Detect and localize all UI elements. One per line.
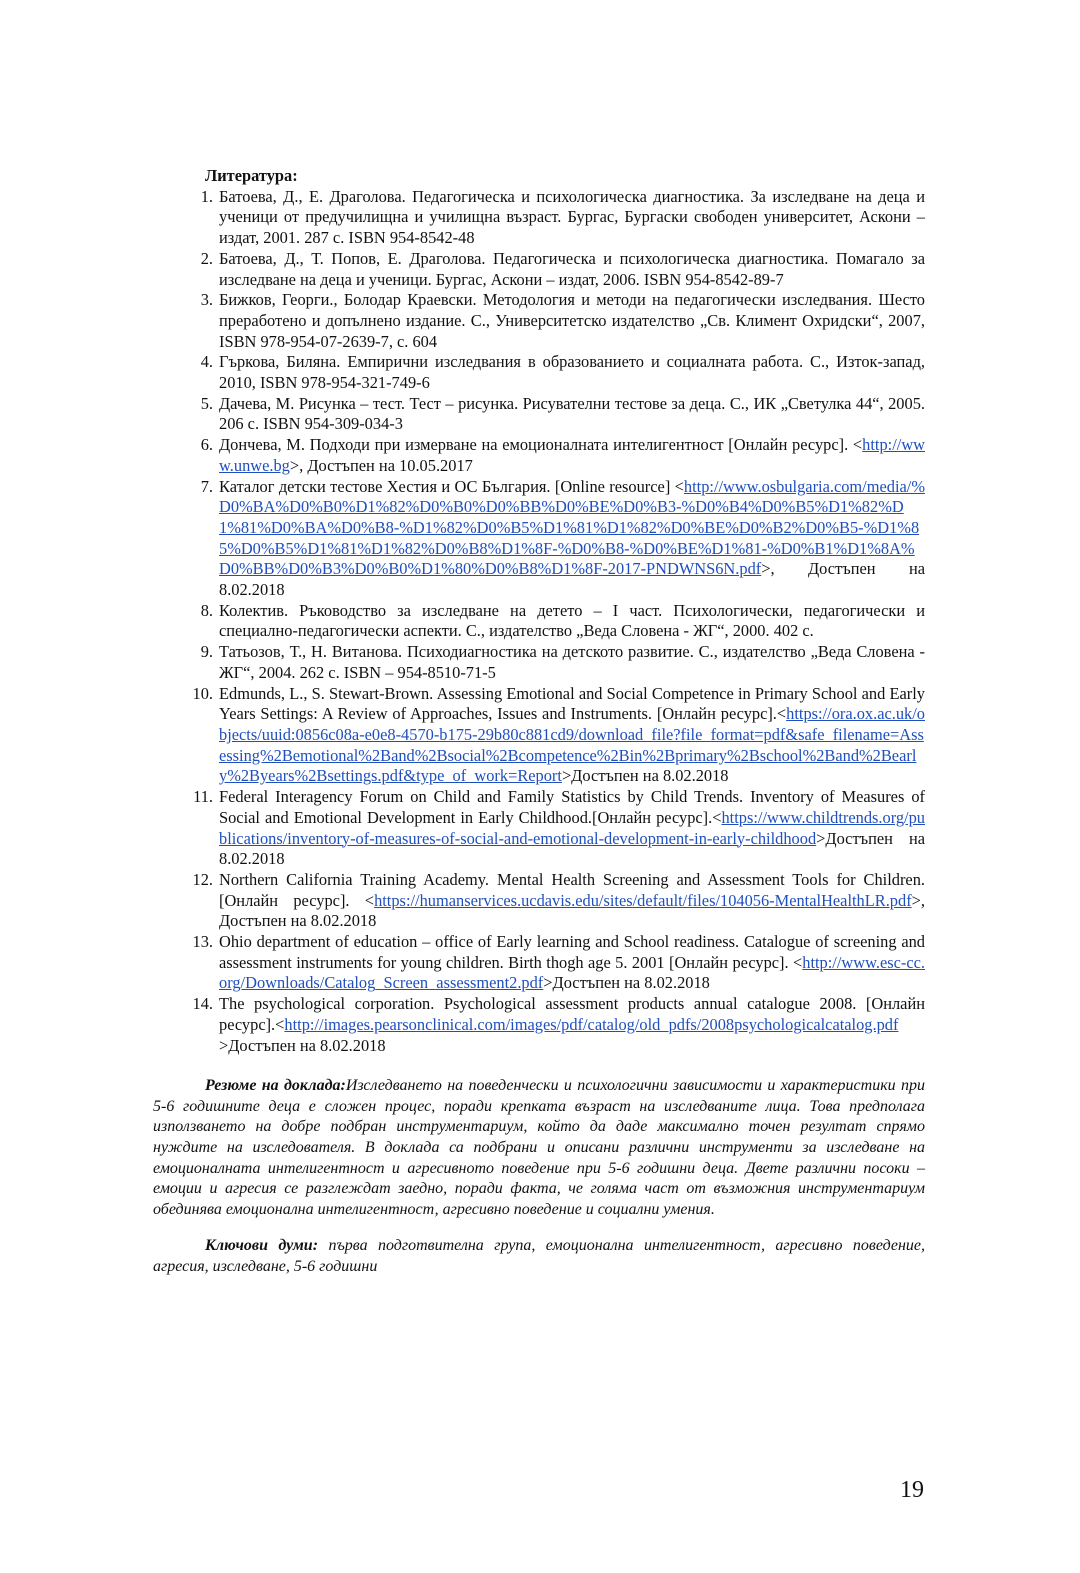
reference-text: Northern California Training Academy. Mental Health Screening and Assessment Tools for Children. [Онлайн ресурс]. < <box>219 869 925 910</box>
reference-link[interactable]: http://www.esc-cc.org/Downloads/Catalog_Screen_assessment2.pdf <box>219 952 925 993</box>
reference-number: 9. <box>200 642 213 662</box>
reference-text: Бижков, Георги., Болодар Краевски. Методология и методи на педагогически изследвания. Шесто преработено и допълнено издание. С., Университетско издателство „Св. Климент Охридски“, 2007, ISBN 978-954-07-2639-7, с. 604 <box>219 290 925 351</box>
reference-item <box>153 290 925 352</box>
reference-text: Гъркова, Биляна. Емпирични изследвания в образованието и социалната работа. С., Изток-запад, 2010, ISBN 978-954-321-749-6 <box>219 352 925 393</box>
page-number: 19 <box>900 1477 924 1503</box>
reference-link[interactable]: https://humanservices.ucdavis.edu/sites/default/files/104056-MentalHealthLR.pdf <box>374 890 912 910</box>
reference-text: Дачева, М. Рисунка – тест. Тест – рисунка. Рисувателни тестове за деца. С., ИК „Светулка 44“, 2005. 206 с. ISBN 954-309-034-3 <box>219 393 925 434</box>
reference-item <box>153 642 925 683</box>
reference-link[interactable]: http://images.pearsonclinical.com/images/pdf/catalog/old_pdfs/2008psychologicalcatalog.pdf <box>284 1014 899 1034</box>
reference-number: 3. <box>200 290 213 310</box>
keywords-text: първа подготвителна група, емоционална интелигентност, агресивно поведение, агресия, изследване, 5-6 годишни <box>153 1237 925 1275</box>
reference-link[interactable]: http://www.osbulgaria.com/media/%D0%BA%D0%B0%D1%82%D0%B0%D0%BB%D0%BE%D0%B3-%D0%B4%D0%B5%D1%82%D1%81%D0%BA%D0%B8-%D1%82%D0%B5%D1%81%D1%82%D0%BE%D0%B2%D0%B5-%D1%85%D0%B5%D1%81%D1%82%D0%B8%D1%8F-%D0%B8-%D0%BE%D1%81-%D0%B1%D1%8A%D0%BB%D0%B3%D0%B0%D1%80%D0%B8%D1%8F-2017-PNDWNS6N.pdf <box>219 476 925 579</box>
summary-label: Резюме на доклада: <box>205 1077 346 1095</box>
reference-number: 14. <box>192 994 213 1014</box>
reference-item <box>153 394 925 435</box>
reference-number: 1. <box>200 186 213 206</box>
reference-item <box>153 932 925 994</box>
reference-item <box>153 870 925 932</box>
reference-text: Колектив. Ръководство за изследване на детето – I част. Психологически, педагогически и специално-педагогически аспекти. С., издателство „Веда Словена - ЖГ“, 2000. 402 с. <box>219 600 925 641</box>
reference-number: 13. <box>192 932 213 952</box>
reference-text: Батоева, Д., Е. Драголова. Педагогическа и психологическа диагностика. За изследване на деца и ученици от предучилищна и училищна възраст. Бургас, Бургаски свободен университет, Аскони – издат, 2001. 287 с. ISBN 954-8542-48 <box>219 186 925 248</box>
reference-access-date: >Достъпен на 8.02.2018 <box>543 973 710 993</box>
reference-item <box>153 994 925 1056</box>
reference-number: 8. <box>200 600 213 620</box>
reference-access-date: >, Достъпен на 10.05.2017 <box>289 455 473 475</box>
reference-text: Ohio department of education – office of Early learning and School readiness. Catalogue of screening and assessment instruments for young children. Birth thogh age 5. 2001 [Онлайн ресурс]. < <box>219 932 925 972</box>
reference-list <box>153 187 925 1057</box>
reference-number: 12. <box>192 869 213 889</box>
reference-item <box>153 684 925 788</box>
reference-text: Federal Interagency Forum on Child and Family Statistics by Child Trends. Inventory of Measures of Social and Emotional Development in Early Childhood.[Онлайн ресурс].< <box>219 787 925 827</box>
reference-access-date: >Достъпен на 8.02.2018 <box>219 1035 386 1055</box>
reference-number: 5. <box>200 393 213 413</box>
reference-link[interactable]: http://www.unwe.bg <box>219 435 925 475</box>
reference-link[interactable]: https://ora.ox.ac.uk/objects/uuid:0856c08a-e0e8-4570-b175-29b80c881cd9/download_file?file_format=pdf&safe_filename=Assessing%2Bemotional%2Band%2Bsocial%2Bcompetence%2Bin%2Bprimary%2Bschool%2Band%2Bearly%2Byears%2Bsettings.pdf&type_of_work=Report <box>219 704 925 786</box>
reference-number: 7. <box>200 476 213 496</box>
reference-item <box>153 187 925 249</box>
reference-access-date: >, Достъпен на 8.02.2018 <box>219 559 925 600</box>
summary-paragraph <box>153 1076 925 1220</box>
literature-heading: Литература: <box>205 166 298 185</box>
page-content <box>153 166 925 1294</box>
reference-text: Edmunds, L., S. Stewart-Brown. Assessing Emotional and Social Competence in Primary School and Early Years Settings: A Review of Approaches, Issues and Instruments. [Онлайн ресурс].< <box>219 683 925 724</box>
reference-number: 4. <box>200 352 213 372</box>
keywords-paragraph <box>153 1236 925 1277</box>
reference-item <box>153 477 925 601</box>
reference-link[interactable]: https://www.childtrends.org/publications/inventory-of-measures-of-social-and-emotional-development-in-early-childhood <box>219 807 925 848</box>
reference-text: Татьозов, Т., Н. Витанова. Психодиагностика на детското развитие. С., издателство „Веда Словена - ЖГ“, 2004. 262 с. ISBN – 954-8510-71-5 <box>219 642 925 682</box>
keywords-label: Ключови думи: <box>205 1237 319 1255</box>
summary-text: Изследването на поведенчески и психологични зависимости и характеристики при 5-6 годишните деца е сложен процес, поради крепката възраст на изследваните лица. Това предполага използването на добре подбран инструментариум, който да даде максимално точен резултат спрямо нуждите на изследователя. В доклада са подбрани и описани различни инструменти за изследване на емоционалната интелигентност и агресивното поведение при 5-6 годишни деца. Двете различни посоки – емоции и агресия се разглеждат заедно, поради факта, че голяма част от възможния инструментариум обединява емоционална интелигентност, агресивно поведение и социални умения. <box>153 1077 925 1218</box>
reference-number: 10. <box>192 683 213 703</box>
reference-item <box>153 435 925 476</box>
reference-item <box>153 787 925 870</box>
reference-text: Дончева, М. Подходи при измерване на емоционалната интелигентност [Онлайн ресурс]. < <box>219 435 863 455</box>
reference-number: 6. <box>200 435 213 455</box>
reference-number: 11. <box>193 787 213 807</box>
reference-number: 2. <box>200 248 213 268</box>
reference-text: Батоева, Д., Т. Попов, Е. Драголова. Педагогическа и психологическа диагностика. Помагало за изследване на деца и ученици. Бургас, Аскони – издат, 2006. ISBN 954-8542-89-7 <box>219 248 925 289</box>
reference-text: Каталог детски тестове Хестия и ОС България. [Online resource] < <box>219 476 684 496</box>
reference-access-date: >Достъпен на 8.02.2018 <box>219 828 925 869</box>
reference-item <box>153 249 925 290</box>
reference-access-date: >, Достъпен на 8.02.2018 <box>219 890 925 931</box>
reference-access-date: >Достъпен на 8.02.2018 <box>561 766 729 786</box>
reference-text: The psychological corporation. Psychological assessment products annual catalogue 2008. [Онлайн ресурс].< <box>219 994 925 1034</box>
reference-item <box>153 601 925 642</box>
reference-item <box>153 352 925 393</box>
